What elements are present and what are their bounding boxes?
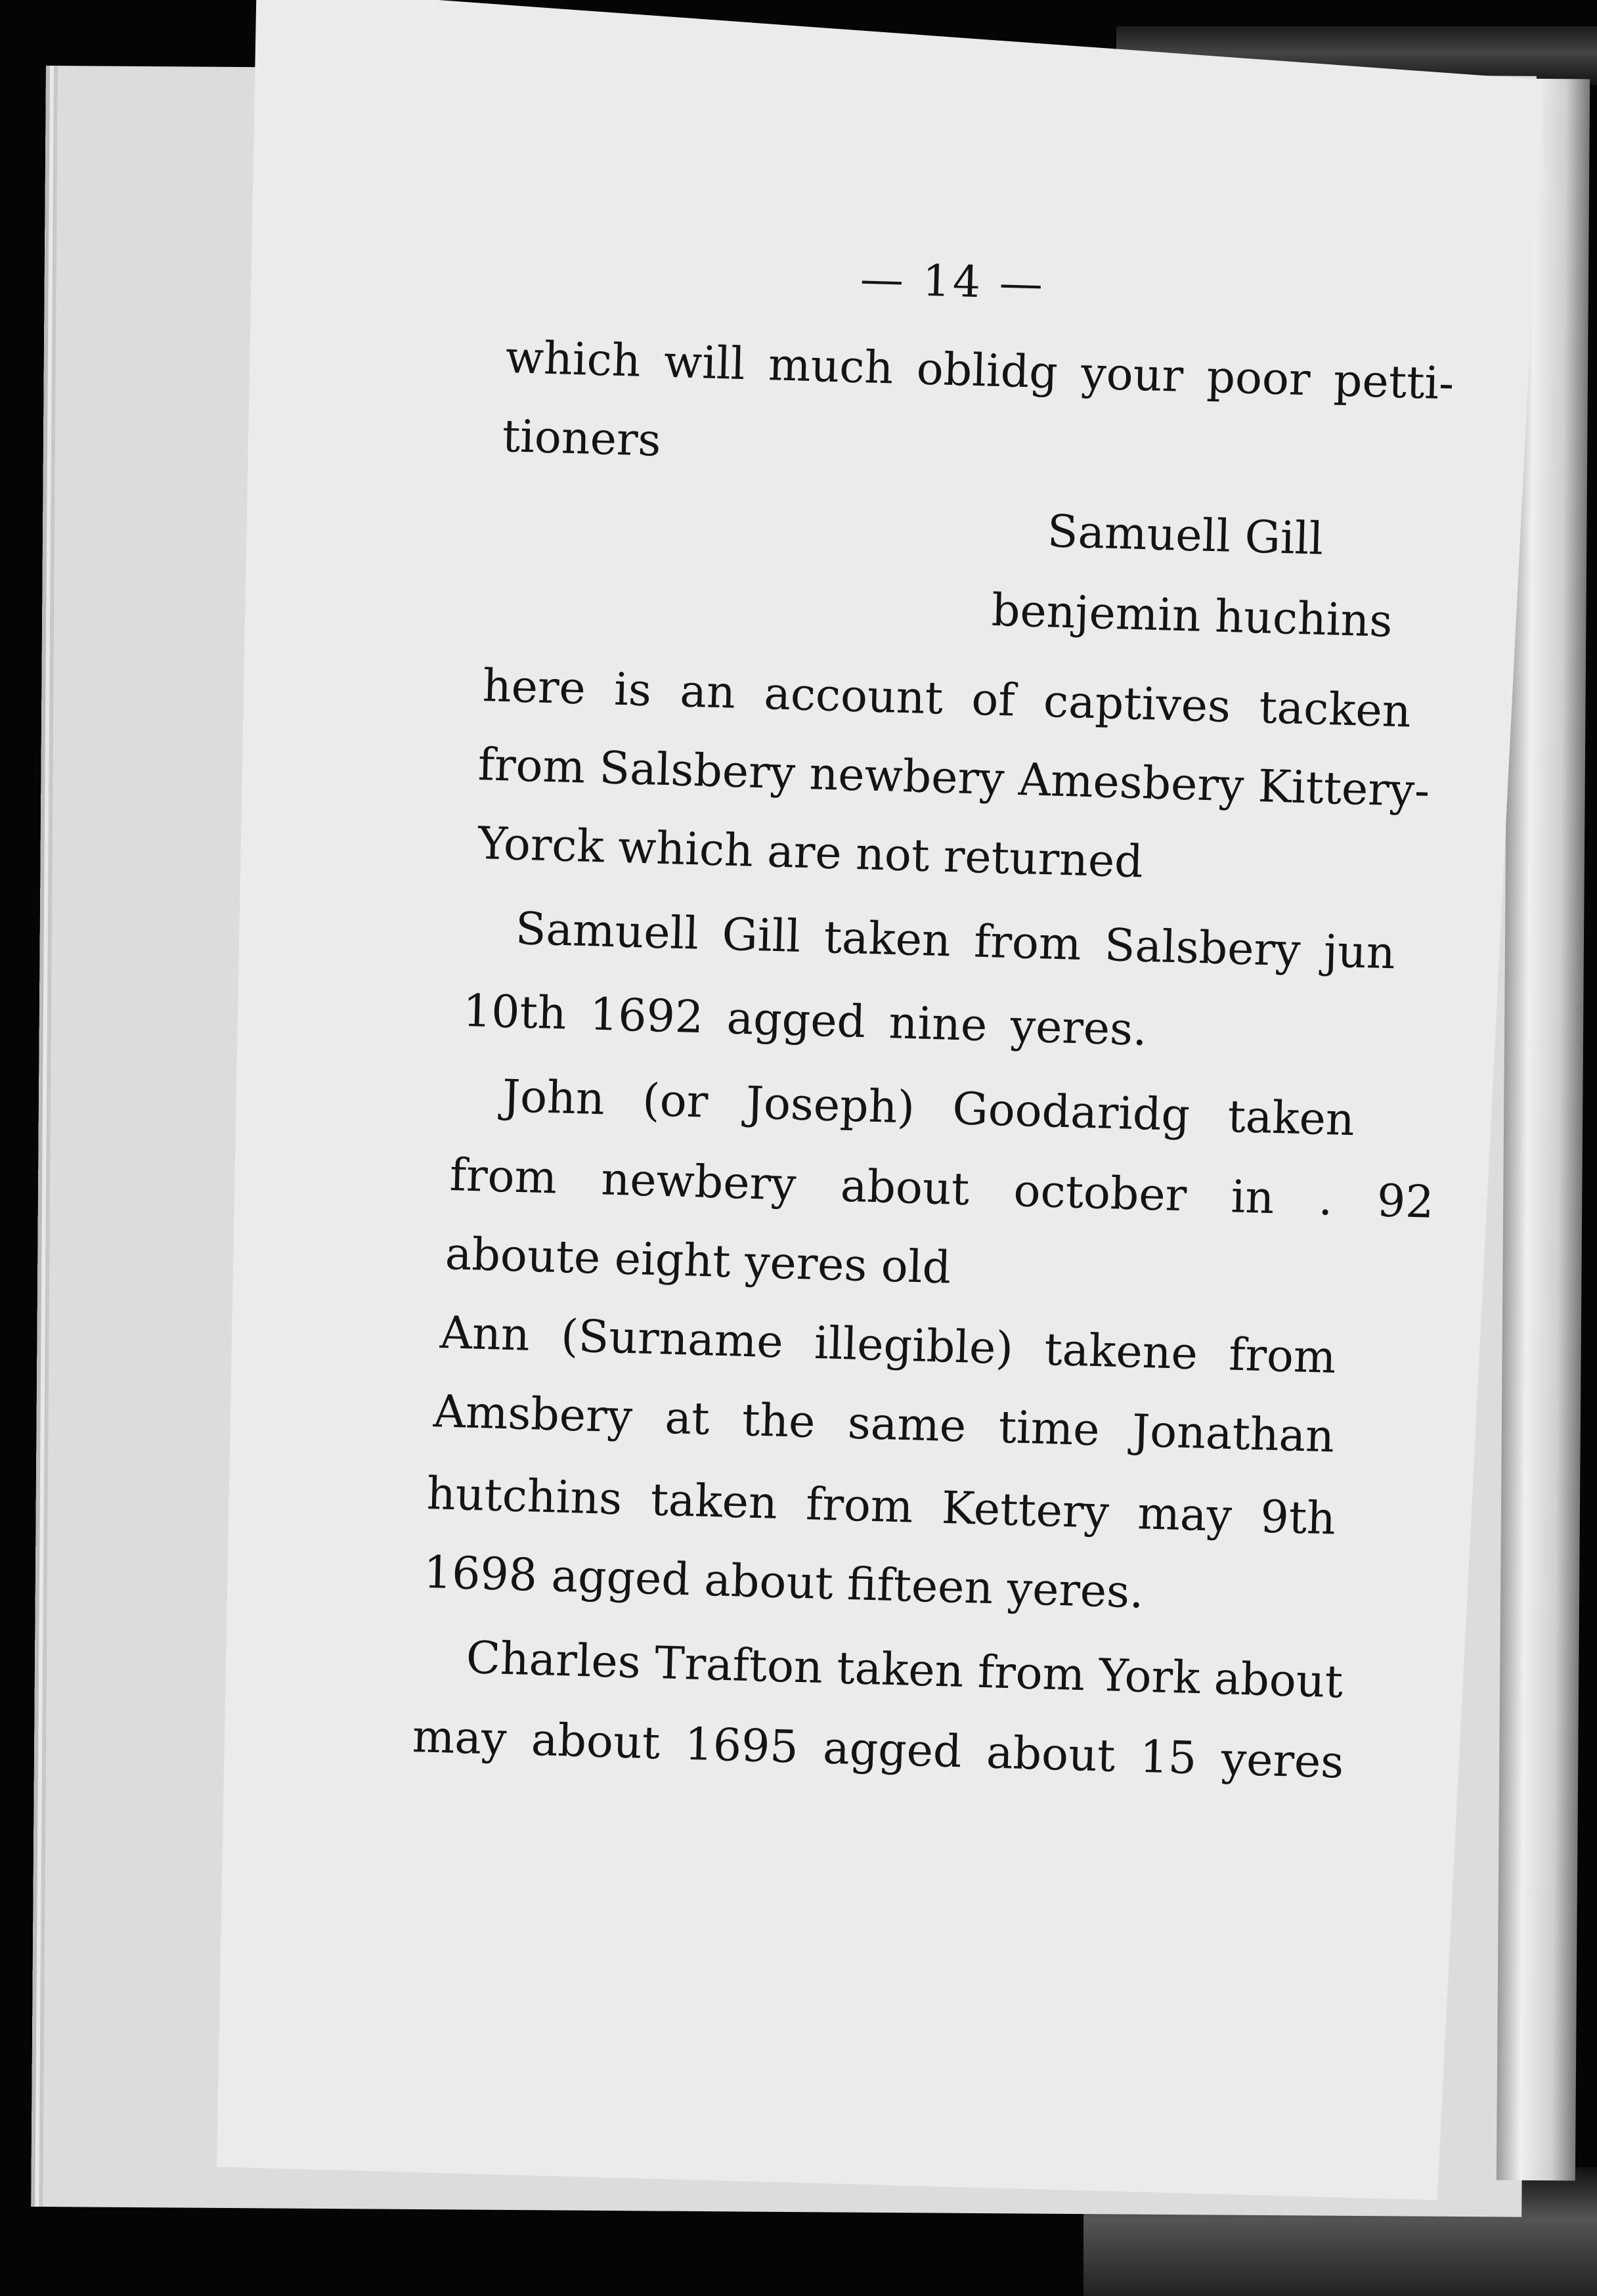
signature-name: benjemin huchins xyxy=(990,585,1393,648)
text-line: Samuell Gill taken from Salsbery jun xyxy=(514,903,1396,980)
page-number: — 14 — xyxy=(859,254,1046,309)
text-line: from Salsbery newbery Amesbery Kittery- xyxy=(477,739,1431,818)
text-line: which will much oblidg your poor petti- xyxy=(504,332,1455,410)
text-line: hutchins taken from Kettery may 9th xyxy=(426,1468,1336,1545)
text-line: tioners xyxy=(501,410,662,467)
text-line: here is an account of captives tacken xyxy=(481,660,1412,738)
text-line: 1698 agged about fifteen yeres. xyxy=(422,1547,1145,1619)
text-line: from newbery about october in . 92 xyxy=(448,1149,1435,1229)
signature-name: Samuell Gill xyxy=(1046,506,1324,565)
text-line: 10th 1692 agged nine yeres. xyxy=(462,985,1148,1057)
text-line: aboute eight yeres old xyxy=(444,1228,952,1294)
text-line: Charles Trafton taken from York about xyxy=(465,1632,1344,1709)
text-line: Amsbery at the same time Jonathan xyxy=(432,1386,1336,1463)
text-line: Ann (Surname illegible) takene from xyxy=(439,1307,1337,1384)
text-line: John (or Joseph) Goodaridg taken xyxy=(501,1071,1355,1147)
text-line: may about 1695 agged about 15 yeres xyxy=(411,1711,1345,1789)
text-line: Yorck which are not returned xyxy=(477,818,1144,889)
